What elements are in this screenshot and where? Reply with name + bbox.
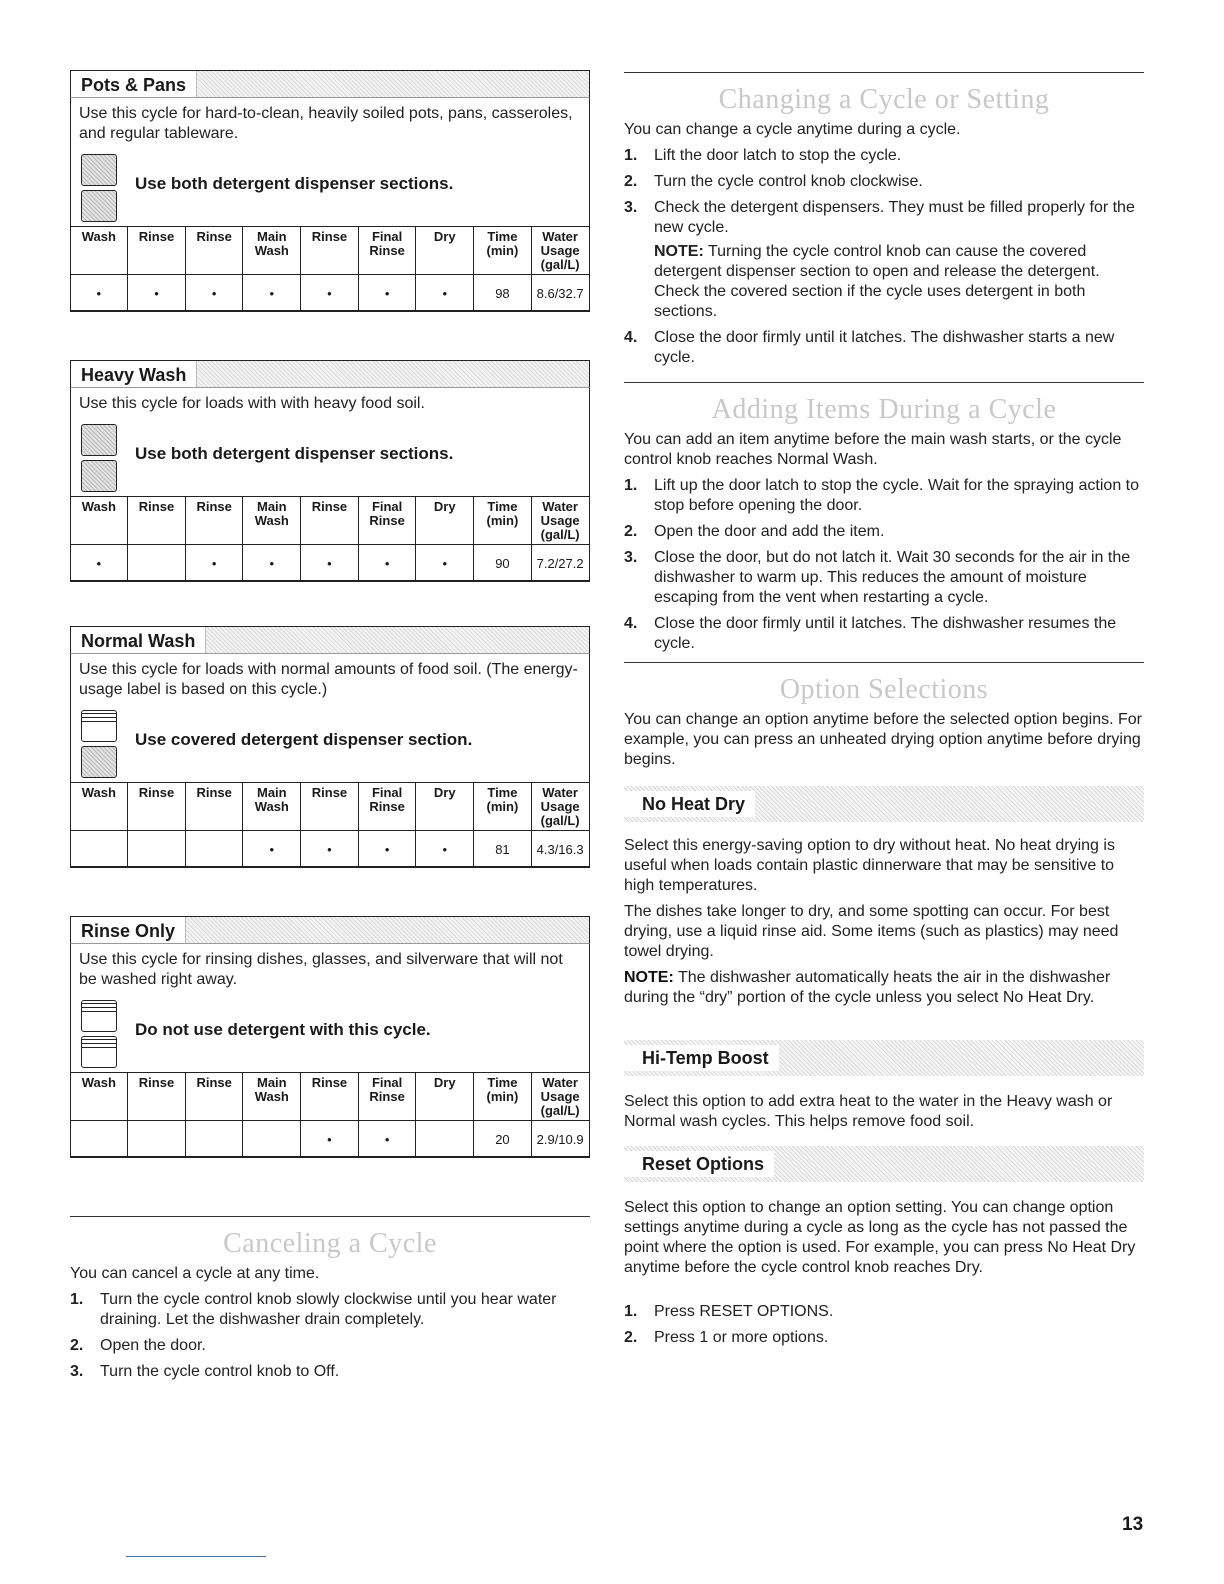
header-dry: Dry — [416, 783, 474, 831]
step-cell: • — [416, 831, 474, 867]
step-cell — [128, 1121, 186, 1157]
no-heat-dry-note: NOTE: The dishwasher automatically heats the air in the dishwasher during the “dry” portion of the cycle unless you select No Heat Dry. — [624, 969, 1111, 1006]
cycle-title: Heavy Wash — [71, 361, 197, 387]
cycle-steps-table — [70, 226, 590, 311]
header-wash: Wash — [70, 227, 128, 275]
footer-line — [126, 1556, 266, 1557]
header-water: Water Usage (gal/L) — [531, 497, 589, 545]
header-rinse: Rinse — [185, 227, 243, 275]
detergent-filled-icon — [81, 190, 117, 222]
cycle-header — [70, 916, 590, 943]
step-cell — [70, 1121, 128, 1157]
cycle-title: Normal Wash — [71, 627, 206, 653]
no-heat-dry-p1: Select this energy-saving option to dry without heat. No heat drying is useful when loads contain plastic dinnerware that may be sensitive to high temperatures. — [624, 837, 1115, 894]
header-rinse: Rinse — [301, 497, 359, 545]
detergent-row — [79, 996, 581, 1072]
header-final-rinse: Final Rinse — [358, 227, 416, 275]
step-cell: • — [301, 275, 359, 311]
hi-temp-p1: Select this option to add extra heat to the water in the Heavy wash or Normal wash cycles. This helps remove food soil. — [624, 1093, 1113, 1130]
cycle-steps-table — [70, 782, 590, 867]
step-cell: • — [185, 275, 243, 311]
option-label: Hi-Temp Boost — [624, 1045, 779, 1071]
header-time: Time (min) — [474, 783, 532, 831]
section-title-canceling: Canceling a Cycle — [223, 1228, 437, 1259]
step-cell: • — [358, 275, 416, 311]
step-cell: • — [358, 545, 416, 581]
header-rinse: Rinse — [128, 783, 186, 831]
cycle-body — [70, 97, 590, 312]
step-cell — [128, 831, 186, 867]
list-item: 1. Press RESET OPTIONS. — [624, 1303, 834, 1320]
list-item: 2. Press 1 or more options. — [624, 1329, 829, 1346]
step-cell: • — [243, 275, 301, 311]
cycle-body — [70, 653, 590, 868]
adding-intro: You can add an item anytime before the main wash starts, or the cycle control knob reaches Normal Wash. — [624, 431, 1122, 468]
cycle-description: Use this cycle for rinsing dishes, glasses, and silverware that will not be washed right away. — [79, 951, 563, 988]
option-header-reset — [624, 1146, 1144, 1182]
cycle-header — [70, 626, 590, 653]
cycle-title: Pots & Pans — [71, 71, 197, 97]
list-item: 3. Check the detergent dispensers. They must be filled properly for the new cycle. NOTE: Turning the cycle control knob can cause the covered detergent dispenser section to open and release the detergent. Check the covered section if the cycle uses detergent in both sections. — [624, 198, 1144, 322]
step-cell: • — [243, 831, 301, 867]
step-cell — [185, 1121, 243, 1157]
header-water: Water Usage (gal/L) — [531, 783, 589, 831]
changing-note: NOTE: Turning the cycle control knob can cause the covered detergent dispenser section to open and release the detergent. Check the covered section if the cycle uses detergent in both sections. — [654, 243, 1100, 320]
no-heat-dry-p2: The dishes take longer to dry, and some spotting can occur. For best drying, use a liquid rinse aid. Some items (such as plastics) may need towel drying. — [624, 903, 1119, 960]
header-rinse: Rinse — [185, 497, 243, 545]
time-cell: 20 — [474, 1121, 532, 1157]
step-cell: • — [358, 1121, 416, 1157]
header-rinse: Rinse — [185, 1073, 243, 1121]
cycle-body — [70, 943, 590, 1158]
header-dry: Dry — [416, 1073, 474, 1121]
header-wash: Wash — [70, 1073, 128, 1121]
header-water: Water Usage (gal/L) — [531, 1073, 589, 1121]
step-cell: • — [416, 275, 474, 311]
section-rule — [624, 72, 1144, 73]
list-item: 2. Open the door. — [70, 1337, 206, 1354]
header-rinse: Rinse — [301, 1073, 359, 1121]
detergent-filled-icon — [81, 460, 117, 492]
list-item: 2. Open the door and add the item. — [624, 523, 885, 540]
option-label: Reset Options — [624, 1151, 774, 1177]
step-cell — [128, 545, 186, 581]
detergent-note: Use covered detergent dispenser section. — [135, 730, 473, 749]
header-main-wash: Main Wash — [243, 783, 301, 831]
header-dry: Dry — [416, 227, 474, 275]
header-main-wash: Main Wash — [243, 497, 301, 545]
header-rinse: Rinse — [128, 1073, 186, 1121]
cycle-steps-table — [70, 1072, 590, 1157]
step-cell: • — [70, 545, 128, 581]
header-time: Time (min) — [474, 497, 532, 545]
header-rinse: Rinse — [301, 227, 359, 275]
list-item: 1. Lift up the door latch to stop the cycle. Wait for the spraying action to stop before opening the door. — [624, 477, 1139, 514]
header-rinse: Rinse — [301, 783, 359, 831]
list-item: 3. Turn the cycle control knob to Off. — [70, 1363, 340, 1380]
step-cell: • — [301, 545, 359, 581]
step-cell: • — [301, 1121, 359, 1157]
water-cell: 2.9/10.9 — [531, 1121, 589, 1157]
changing-steps — [624, 146, 1144, 374]
detergent-covered-icon — [81, 1000, 117, 1032]
option-header-hi-temp — [624, 1040, 1144, 1076]
header-main-wash: Main Wash — [243, 1073, 301, 1121]
option-header-no-heat-dry — [624, 786, 1144, 822]
list-item: 3. Close the door, but do not latch it. Wait 30 seconds for the air in the dishwasher to warm up. This reduces the amount of moisture escaping from the vent when restarting a cycle. — [624, 549, 1131, 606]
list-item: 1. Lift the door latch to stop the cycle. — [624, 147, 902, 164]
water-cell: 8.6/32.7 — [531, 275, 589, 311]
water-cell: 4.3/16.3 — [531, 831, 589, 867]
time-cell: 90 — [474, 545, 532, 581]
step-cell: • — [128, 275, 186, 311]
header-wash: Wash — [70, 497, 128, 545]
cycle-normal-wash — [70, 626, 590, 868]
list-item: 2. Turn the cycle control knob clockwise. — [624, 173, 923, 190]
detergent-note: Use both detergent dispenser sections. — [135, 444, 454, 463]
reset-p1: Select this option to change an option setting. You can change option settings anytime during a cycle as long as the cycle has not passed the point where the option is used. For example, you can press No Heat Dry anytime before the cycle control knob reaches Dry. — [624, 1199, 1136, 1276]
header-time: Time (min) — [474, 1073, 532, 1121]
canceling-intro: You can cancel a cycle at any time. — [70, 1265, 320, 1282]
detergent-covered-icon — [81, 710, 117, 742]
step-cell: • — [358, 831, 416, 867]
reset-steps — [624, 1302, 1144, 1354]
cycle-pots-pans — [70, 70, 590, 312]
header-time: Time (min) — [474, 227, 532, 275]
cycle-rinse-only — [70, 916, 590, 1158]
detergent-covered-icon — [81, 1036, 117, 1068]
header-final-rinse: Final Rinse — [358, 783, 416, 831]
step-cell — [70, 831, 128, 867]
header-wash: Wash — [70, 783, 128, 831]
adding-steps — [624, 476, 1144, 660]
step-cell: • — [70, 275, 128, 311]
step-cell — [243, 1121, 301, 1157]
cycle-description: Use this cycle for hard-to-clean, heavily soiled pots, pans, casseroles, and regular tableware. — [79, 105, 573, 142]
detergent-row — [79, 420, 581, 496]
header-final-rinse: Final Rinse — [358, 497, 416, 545]
step-cell: • — [301, 831, 359, 867]
option-label: No Heat Dry — [624, 791, 755, 817]
detergent-filled-icon — [81, 154, 117, 186]
list-item: 4. Close the door firmly until it latches. The dishwasher starts a new cycle. — [624, 329, 1115, 366]
detergent-note: Do not use detergent with this cycle. — [135, 1020, 431, 1039]
time-cell: 81 — [474, 831, 532, 867]
step-cell: • — [243, 545, 301, 581]
cycle-body — [70, 387, 590, 582]
header-rinse: Rinse — [185, 783, 243, 831]
step-cell: • — [185, 545, 243, 581]
time-cell: 98 — [474, 275, 532, 311]
cycle-header — [70, 70, 590, 97]
cycle-steps-table — [70, 496, 590, 581]
changing-intro: You can change a cycle anytime during a cycle. — [624, 121, 961, 138]
list-item: 4. Close the door firmly until it latches. The dishwasher resumes the cycle. — [624, 615, 1117, 652]
header-rinse: Rinse — [128, 227, 186, 275]
page-number: 13 — [1122, 1514, 1144, 1535]
section-rule — [70, 1216, 590, 1217]
detergent-row — [79, 706, 581, 782]
section-rule — [624, 382, 1144, 383]
header-main-wash: Main Wash — [243, 227, 301, 275]
detergent-filled-icon — [81, 746, 117, 778]
step-cell: • — [416, 545, 474, 581]
cycle-description: Use this cycle for loads with normal amounts of food soil. (The energy-usage label is based on this cycle.) — [79, 661, 578, 698]
step-cell — [185, 831, 243, 867]
detergent-filled-icon — [81, 424, 117, 456]
header-rinse: Rinse — [128, 497, 186, 545]
header-final-rinse: Final Rinse — [358, 1073, 416, 1121]
step-cell — [416, 1121, 474, 1157]
cycle-header — [70, 360, 590, 387]
list-item: 1. Turn the cycle control knob slowly clockwise until you hear water draining. Let the dishwasher drain completely. — [70, 1291, 557, 1328]
water-cell: 7.2/27.2 — [531, 545, 589, 581]
options-intro: You can change an option anytime before the selected option begins. For example, you can press an unheated drying option anytime before drying begins. — [624, 711, 1142, 768]
section-title-adding: Adding Items During a Cycle — [711, 394, 1057, 425]
section-title-options: Option Selections — [779, 674, 989, 705]
cycle-title: Rinse Only — [71, 917, 186, 943]
header-dry: Dry — [416, 497, 474, 545]
detergent-row — [79, 150, 581, 226]
section-rule — [624, 662, 1144, 663]
cycle-heavy-wash — [70, 360, 590, 582]
detergent-note: Use both detergent dispenser sections. — [135, 174, 454, 193]
cycle-description: Use this cycle for loads with with heavy food soil. — [79, 395, 425, 412]
section-title-changing: Changing a Cycle or Setting — [718, 84, 1050, 115]
header-water: Water Usage (gal/L) — [531, 227, 589, 275]
canceling-steps — [70, 1290, 590, 1388]
